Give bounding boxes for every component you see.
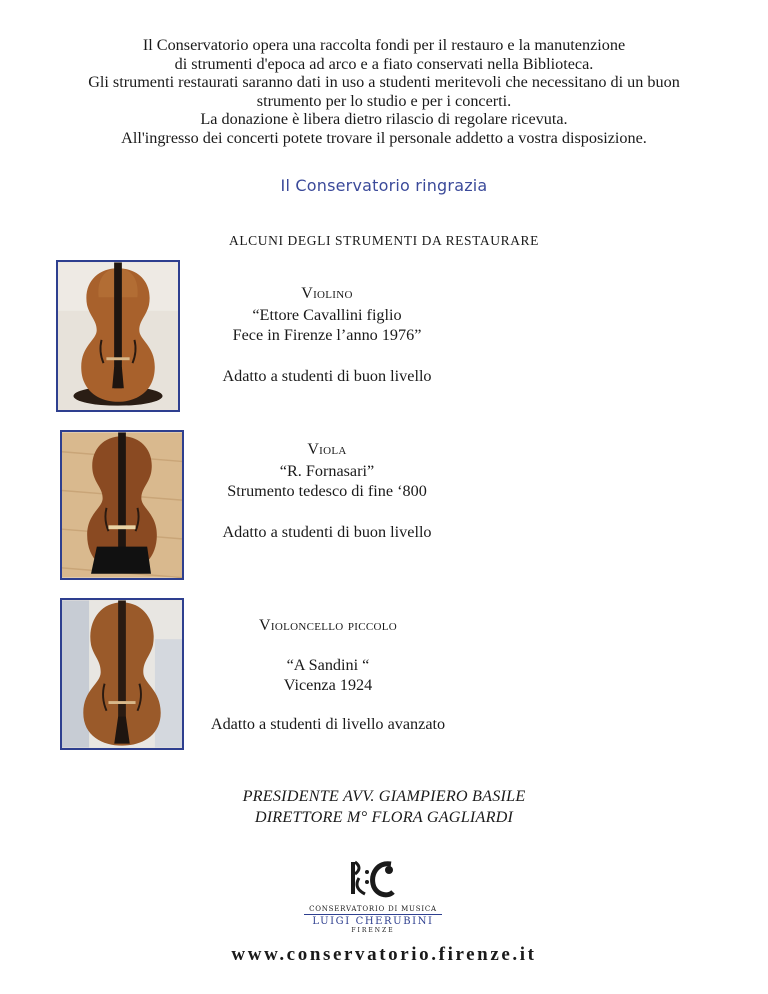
instrument-viola (196, 440, 458, 542)
website-link[interactable]: www.conservatorio.firenze.it (231, 944, 537, 965)
section-title: ALCUNI DEGLI STRUMENTI DA RESTAURARE (228, 233, 539, 248)
logo-text-1: CONSERVATORIO DI MUSICA (309, 905, 437, 913)
intro-line: Il Conservatorio opera una raccolta fondi per il restauro e la manutenzione (142, 36, 626, 54)
instrument-maker: “A Sandini “ (286, 655, 370, 674)
intro-line: strumento per lo studio e per i concerti. (256, 91, 512, 110)
director-line: DIRETTORE M° FLORA GAGLIARDI (254, 808, 514, 826)
violin-photo (56, 260, 180, 412)
logo-text-2: LUIGI CHERUBINI (304, 914, 442, 927)
instrument-origin: Strumento tedesco di fine ‘800 (227, 482, 427, 500)
intro-line: di strumenti d'epoca ad arco e a fiato conservati nella Biblioteca. (174, 54, 594, 73)
intro-line: Gli strumenti restaurati saranno dati in uso a studenti meritevoli che necessitano di un buon (88, 73, 680, 92)
instrument-name: Violino (301, 285, 353, 302)
viola-photo (60, 430, 184, 580)
instrument-maker: “R. Fornasari” (279, 461, 375, 480)
instrument-level: Adatto a studenti di buon livello (222, 366, 432, 385)
instrument-violin (196, 284, 458, 386)
intro-line: La donazione è libera dietro rilascio di regolare ricevuta. (200, 110, 568, 129)
instrument-cello (178, 616, 478, 734)
instrument-origin: Fece in Firenze l’anno 1976” (232, 326, 422, 344)
intro-text (0, 36, 768, 148)
instrument-level: Adatto a studenti di buon livello (222, 522, 432, 541)
president-line: PRESIDENTE AVV. GIAMPIERO BASILE (242, 787, 526, 805)
conservatorio-logo (298, 858, 448, 944)
intro-line: All'ingresso dei concerti potete trovare il personale addetto a vostra disposizione. (121, 128, 647, 147)
instrument-maker: “Ettore Cavallini figlio (252, 305, 402, 324)
logo-mark-icon (343, 858, 403, 904)
instrument-name: Violoncello piccolo (259, 617, 397, 634)
cello-photo (60, 598, 184, 750)
thanks-heading: Il Conservatorio ringrazia (280, 176, 488, 195)
logo-text-3: FIRENZE (351, 927, 395, 934)
instrument-level: Adatto a studenti di livello avanzato (210, 714, 446, 733)
instrument-origin: Vicenza 1924 (283, 676, 373, 694)
instrument-name: Viola (307, 441, 347, 458)
officials (0, 786, 768, 828)
